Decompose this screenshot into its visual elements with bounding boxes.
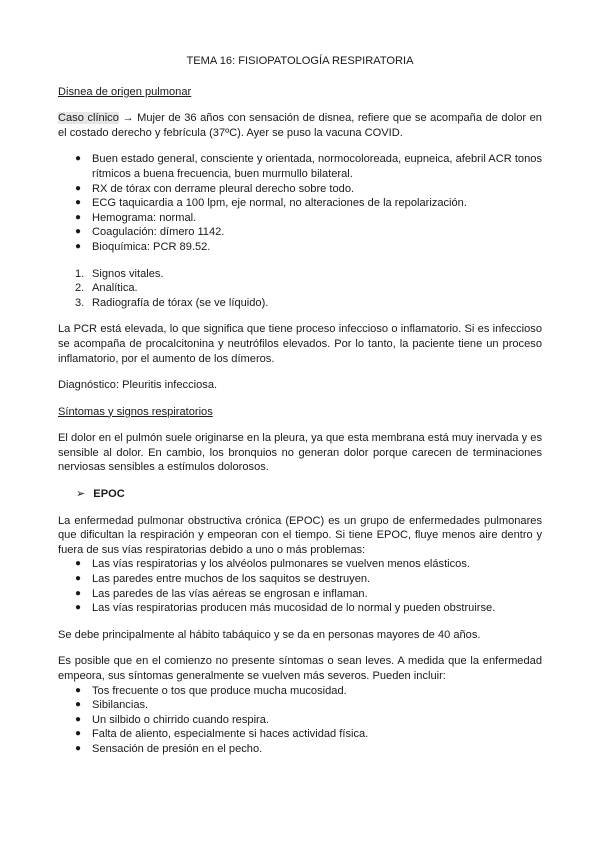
bullet-icon: ● [75,728,82,740]
page-title: TEMA 16: FISIOPATOLOGÍA RESPIRATORIA [186,55,414,67]
list-item: ● Las paredes de las vías aéreas se engrosan e inflaman. [75,587,368,600]
list-item: ● Las vías respiratorias y los alvéolos pulmonares se vuelven menos elásticos. [75,558,470,571]
bullet-icon: ● [75,197,82,209]
pain-paragraph: El dolor en el pulmón suele originarse en la pleura, ya que esta membrana está muy inervada y es sensible al dolor. En cambio, los bronquios no generan dolor porque carecen de terminaciones nerviosas sensibles a estímulos dolorosos. [58,432,542,474]
bullet-icon: ● [75,684,82,696]
list-item: ● Tos frecuente o tos que produce mucha mucosidad. [75,684,347,697]
steps-list [58,267,542,311]
list-item: ● Falta de aliento, especialmente si haces actividad física. [75,728,369,741]
epoc-problems-list [58,557,542,615]
bullet-icon: ● [75,742,82,754]
list-item: ● RX de tórax con derrame pleural derecho sobre todo. [75,182,355,195]
case-paragraph [58,111,542,140]
list-item: ● Buen estado general, consciente y orientada, normocoloreada, eupneica, afebril ACR tonos rítmicos a buena frecuencia, buen murmullo bilateral. [75,153,542,180]
epoc-cause: Se debe principalmente al hábito tabáquico y se da en personas mayores de 40 años. [58,628,481,641]
list-item: ● Coagulación: dímero 1142. [75,226,225,239]
list-item: ● Hemograma: normal. [75,211,197,224]
bullet-icon: ● [75,240,82,252]
bullet-icon: ● [75,713,82,725]
bullet-icon: ● [75,153,82,165]
section-heading-sintomas: Síntomas y signos respiratorios [58,405,213,418]
bullet-icon: ● [75,558,82,570]
bullet-icon: ● [75,211,82,223]
list-item: ● Un silbido o chirrido cuando respira. [75,713,269,726]
list-item: 1. Signos vitales. [75,267,164,280]
case-text: → Mujer de 36 años con sensación de disnea, refiere que se acompaña de dolor en el costado derecho y febrícula (37ºC). Ayer se puso la vacuna COVID. [58,112,542,139]
bullet-icon: ● [75,182,82,194]
list-item: ● Sibilancias. [75,699,149,712]
list-item: ● Las paredes entre muchos de los saquitos se destruyen. [75,573,371,586]
diagnosis: Diagnóstico: Pleuritis infecciosa. [58,379,218,392]
symptoms-intro: Es posible que en el comienzo no presente síntomas o sean leves. A medida que la enfermedad empeora, sus síntomas generalmente se vuelven más severos. Pueden incluir: [58,655,542,682]
bullet-icon: ● [75,226,82,238]
bullet-icon: ● [75,699,82,711]
pcr-paragraph: La PCR está elevada, lo que significa que tiene proceso infeccioso o inflamatorio. Si es infeccioso se acompaña de procalcitonina y neutrófilos elevados. Por lo tanto, la paciente tiene un proceso inflamatorio, por el aumento de los dímeros. [58,323,542,365]
bullet-icon: ● [75,587,82,599]
section-heading-disnea: Disnea de origen pulmonar [58,85,192,98]
list-item: ● Las vías respiratorias producen más mucosidad de lo normal y pueden obstruirse. [75,602,496,615]
arrow-bullet-icon: ➢ [76,488,86,501]
epoc-intro: La enfermedad pulmonar obstructiva crónica (EPOC) es un grupo de enfermedades pulmonares que dificultan la respiración y empeoran con el tiempo. Si tiene EPOC, fluye menos aire dentro y fuera de sus vías respiratorias debido a uno o más problemas: [58,514,542,556]
bullet-icon: ● [75,573,82,585]
bullet-icon: ● [75,602,82,614]
epoc-heading: ➢ EPOC [76,488,125,501]
case-label-highlight: Caso clínico [58,112,119,125]
list-item: ● Bioquímica: PCR 89.52. [75,240,211,253]
list-item: 3. Radiografía de tórax (se ve líquido). [75,296,269,309]
list-item: 2. Analítica. [75,282,138,295]
findings-list [58,152,542,254]
list-item: ● ECG taquicardia a 100 lpm, eje normal, no alteraciones de la repolarización. [75,197,467,210]
symptoms-list [58,684,542,757]
list-item: ● Sensación de presión en el pecho. [75,742,263,755]
